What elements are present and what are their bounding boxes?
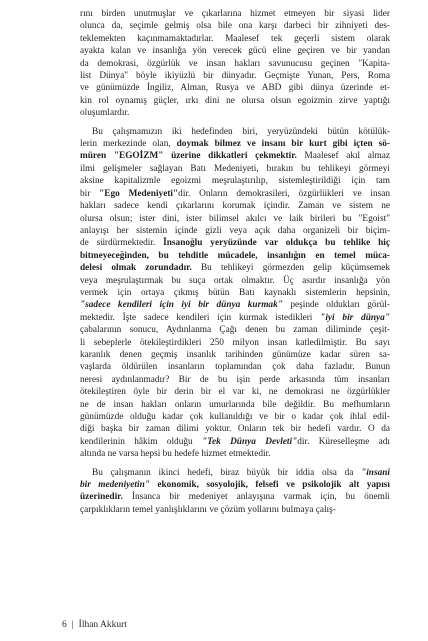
text-run: neresi aydınlanmadır? Bir de bu işin perde arkasında tüm insanları: [80, 374, 390, 385]
emphasized-text: bir medeniyetin": [80, 480, 150, 491]
text-run: olunca da, seçimle gelmiş olsa bile ona karşı darbeci bir zihniyeti des-: [80, 21, 390, 32]
text-run: diği başka bir zaman dilimi yoktur. Onların tek bir hedefi vardır. O da: [80, 424, 390, 435]
text-run: olursa olsun; ister dini, ister bilimsel akılcı ve laik birileri bu "Egoist": [80, 213, 390, 224]
text-line: [80, 213, 390, 225]
text-line: [80, 250, 390, 262]
text-line: [80, 467, 390, 479]
text-run: oluşumlardır.: [80, 108, 130, 119]
text-run: çarpıklıkların temel yanlışlıklarını ve çözüm yollarını bulmaya çalış-: [80, 504, 336, 515]
text-line: [80, 225, 390, 237]
author-name: İlhan Akkurt: [78, 620, 127, 630]
text-run: kin rol oynamış güçler, ırkı dini ne olursa olsun egoizmin zirve yaptığı: [80, 95, 390, 106]
text-line: [80, 287, 390, 299]
text-line: [80, 448, 390, 460]
paragraph: [80, 467, 390, 517]
text-line: [80, 138, 390, 150]
text-line: [80, 312, 390, 324]
text-line: [80, 95, 390, 107]
text-run: li sebeplerle ötekileştirdikleri 250 milyon insan katledilmiştir. Bu sayı: [80, 337, 390, 348]
text-run: ilmi gelişmeler sağlayan Batı Medeniyeti, bırakın bu tehlikeyi görmeyi: [80, 163, 390, 174]
text-run: veya meşrulaştırmak bu suça ortak olmaktır. Üç asırdır insanlığa yön: [80, 275, 390, 286]
text-line: [80, 299, 390, 311]
text-run: ve günümüzde İngiliz, Alman, Rusya ve ABD gibi dünya üzerinde et-: [80, 83, 390, 94]
text-line: [80, 33, 390, 45]
text-run: vaşlarda öldürülen insanların toplamından çok daha fazladır. Bunun: [80, 362, 390, 373]
text-line: [80, 107, 390, 119]
text-run: mektedir. İşte sadece kendileri için kurmak istedikleri: [80, 312, 321, 323]
text-line: [80, 399, 390, 411]
text-line: [80, 20, 390, 32]
emphasized-text: İnsanoğlu yeryüzünde var oldukça bu tehlike hiç: [163, 238, 390, 249]
text-line: [80, 126, 390, 138]
text-run: teklemekten kaçınmamaktadırlar. Maalesef tek geçerli sistem olarak: [80, 33, 390, 44]
text-run: Bu çalışmanın ikinci hedefi, biraz büyük bir iddia olsa da: [92, 467, 362, 478]
text-run: altında ne varsa hepsi bu hedefe hizmet etmektedir.: [80, 449, 271, 460]
text-run: lerin merkezinde olan,: [80, 139, 177, 150]
text-run: vermek için ortaya çıkmış bütün Batı kaynaklı sistemlerin hepsinin,: [80, 287, 390, 298]
text-run: ne de insan hakları onların umurlarında bile değildir. Bu mefhumların: [80, 399, 390, 410]
text-run: çabalarının sonucu, Aydınlanma Çağı denen bu zaman diliminde çeşit-: [80, 325, 390, 336]
text-line: [80, 349, 390, 361]
text-run: da demokrasi, özgürlük ve insan hakları savunucusu geçinen "Kapita-: [80, 58, 390, 69]
page-footer: [62, 620, 127, 630]
text-line: [80, 324, 390, 336]
text-run: anlayışı her sistemin içinde gizli veya açık daha organizeli bir biçim-: [80, 225, 390, 236]
text-line: [80, 70, 390, 82]
text-run: Bu tehlikeyi görmezden gelip küçümsemek: [191, 263, 390, 274]
text-line: [80, 491, 390, 503]
text-line: [80, 386, 390, 398]
emphasized-text: "insanî: [361, 467, 390, 478]
text-line: [80, 374, 390, 386]
text-line: [80, 479, 390, 491]
text-line: [80, 411, 390, 423]
emphasized-text: "Tek Dünya Devleti": [201, 436, 298, 447]
text-run: bir: [80, 188, 100, 199]
text-line: [80, 361, 390, 373]
text-line: [80, 275, 390, 287]
text-run: kendilerinin hâkim olduğu: [80, 436, 202, 447]
emphasized-text: müren "EGOİZM" üzerine dikkatleri çekmektir.: [80, 151, 297, 162]
text-line: [80, 8, 390, 20]
text-run: ayakta kalan ve insanlığa yön verecek gücü eline geçiren ve bir yandan: [80, 46, 390, 57]
text-run: de sürdürmektedir.: [80, 238, 164, 249]
emphasized-text: ekonomik, sosyolojik, felsefi ve psikolojik alt yapısı: [149, 480, 390, 491]
text-line: [80, 45, 390, 57]
emphasized-text: üzerinedir.: [80, 492, 123, 503]
text-run: hakları sadece kendi çıkarlarını korumak içindir. Zaman ve sistem ne: [80, 201, 390, 212]
emphasized-text: "sadece kendileri için iyi bir dünya kurmak": [80, 300, 283, 311]
paragraph: [80, 126, 390, 461]
text-run: İnsanca bir medeniyet anlayışına varmak için, bu önemli: [122, 492, 390, 503]
text-line: [80, 436, 390, 448]
text-run: Bu çalışmamızın iki hedefinden biri, yeryüzündeki bütün kötülük-: [92, 126, 390, 137]
text-run: peşinde oldukları görül-: [282, 300, 390, 311]
text-line: [80, 188, 390, 200]
emphasized-text: bitmeyeceğinden, bu tehditle mücadele, insanlığın en temel müca-: [80, 250, 390, 261]
emphasized-text: "Ego Medeniyeti": [99, 188, 179, 199]
text-line: [80, 262, 390, 274]
emphasized-text: delesi olmak zorundadır.: [80, 263, 192, 274]
footer-separator: |: [71, 620, 74, 630]
text-run: günümüzde olduğu kadar çok kullanıldığı ve bir o kadar çok ihlal edil-: [80, 412, 390, 422]
text-line: [80, 150, 390, 162]
text-line: [80, 504, 390, 516]
text-run: dir. Küreselleşme adı: [297, 436, 390, 447]
text-line: [80, 163, 390, 175]
text-run: karanlık denen geçmiş insanlık tarihinden günümüze kadar süren sa-: [80, 349, 390, 360]
text-line: [80, 337, 390, 349]
text-run: dir. Onların demokrasileri, özgürlükleri ve insan: [178, 188, 390, 199]
emphasized-text: "iyi bir dünya": [320, 312, 390, 323]
text-line: [80, 82, 390, 94]
text-run: rını birden unutmuşlar ve çıkarlarına hizmet etmeyen bir siyasi lider: [80, 9, 390, 19]
text-run: ötekileştiren öyle bir derin bir el var ki, ne demokrasi ne özgürlükler: [80, 387, 390, 398]
text-run: list Dünya" böyle ikiyüzlü bir dünyadır. Geçmişte Yunan, Pers, Roma: [80, 71, 390, 82]
text-line: [80, 58, 390, 70]
body-text: [80, 8, 390, 522]
emphasized-text: doymak bilmez ve insanı bir kurt gibi içten sö-: [176, 139, 390, 150]
page-number: 6: [62, 620, 67, 630]
text-line: [80, 200, 390, 212]
text-line: [80, 175, 390, 187]
text-run: Maalesef akıl almaz: [296, 151, 390, 162]
text-run: aksine kapitalizmle egoizmi meşrulaştırılıp, sistemleştirildiği için tam: [80, 176, 390, 187]
text-line: [80, 237, 390, 249]
text-line: [80, 423, 390, 435]
paragraph: [80, 8, 390, 120]
